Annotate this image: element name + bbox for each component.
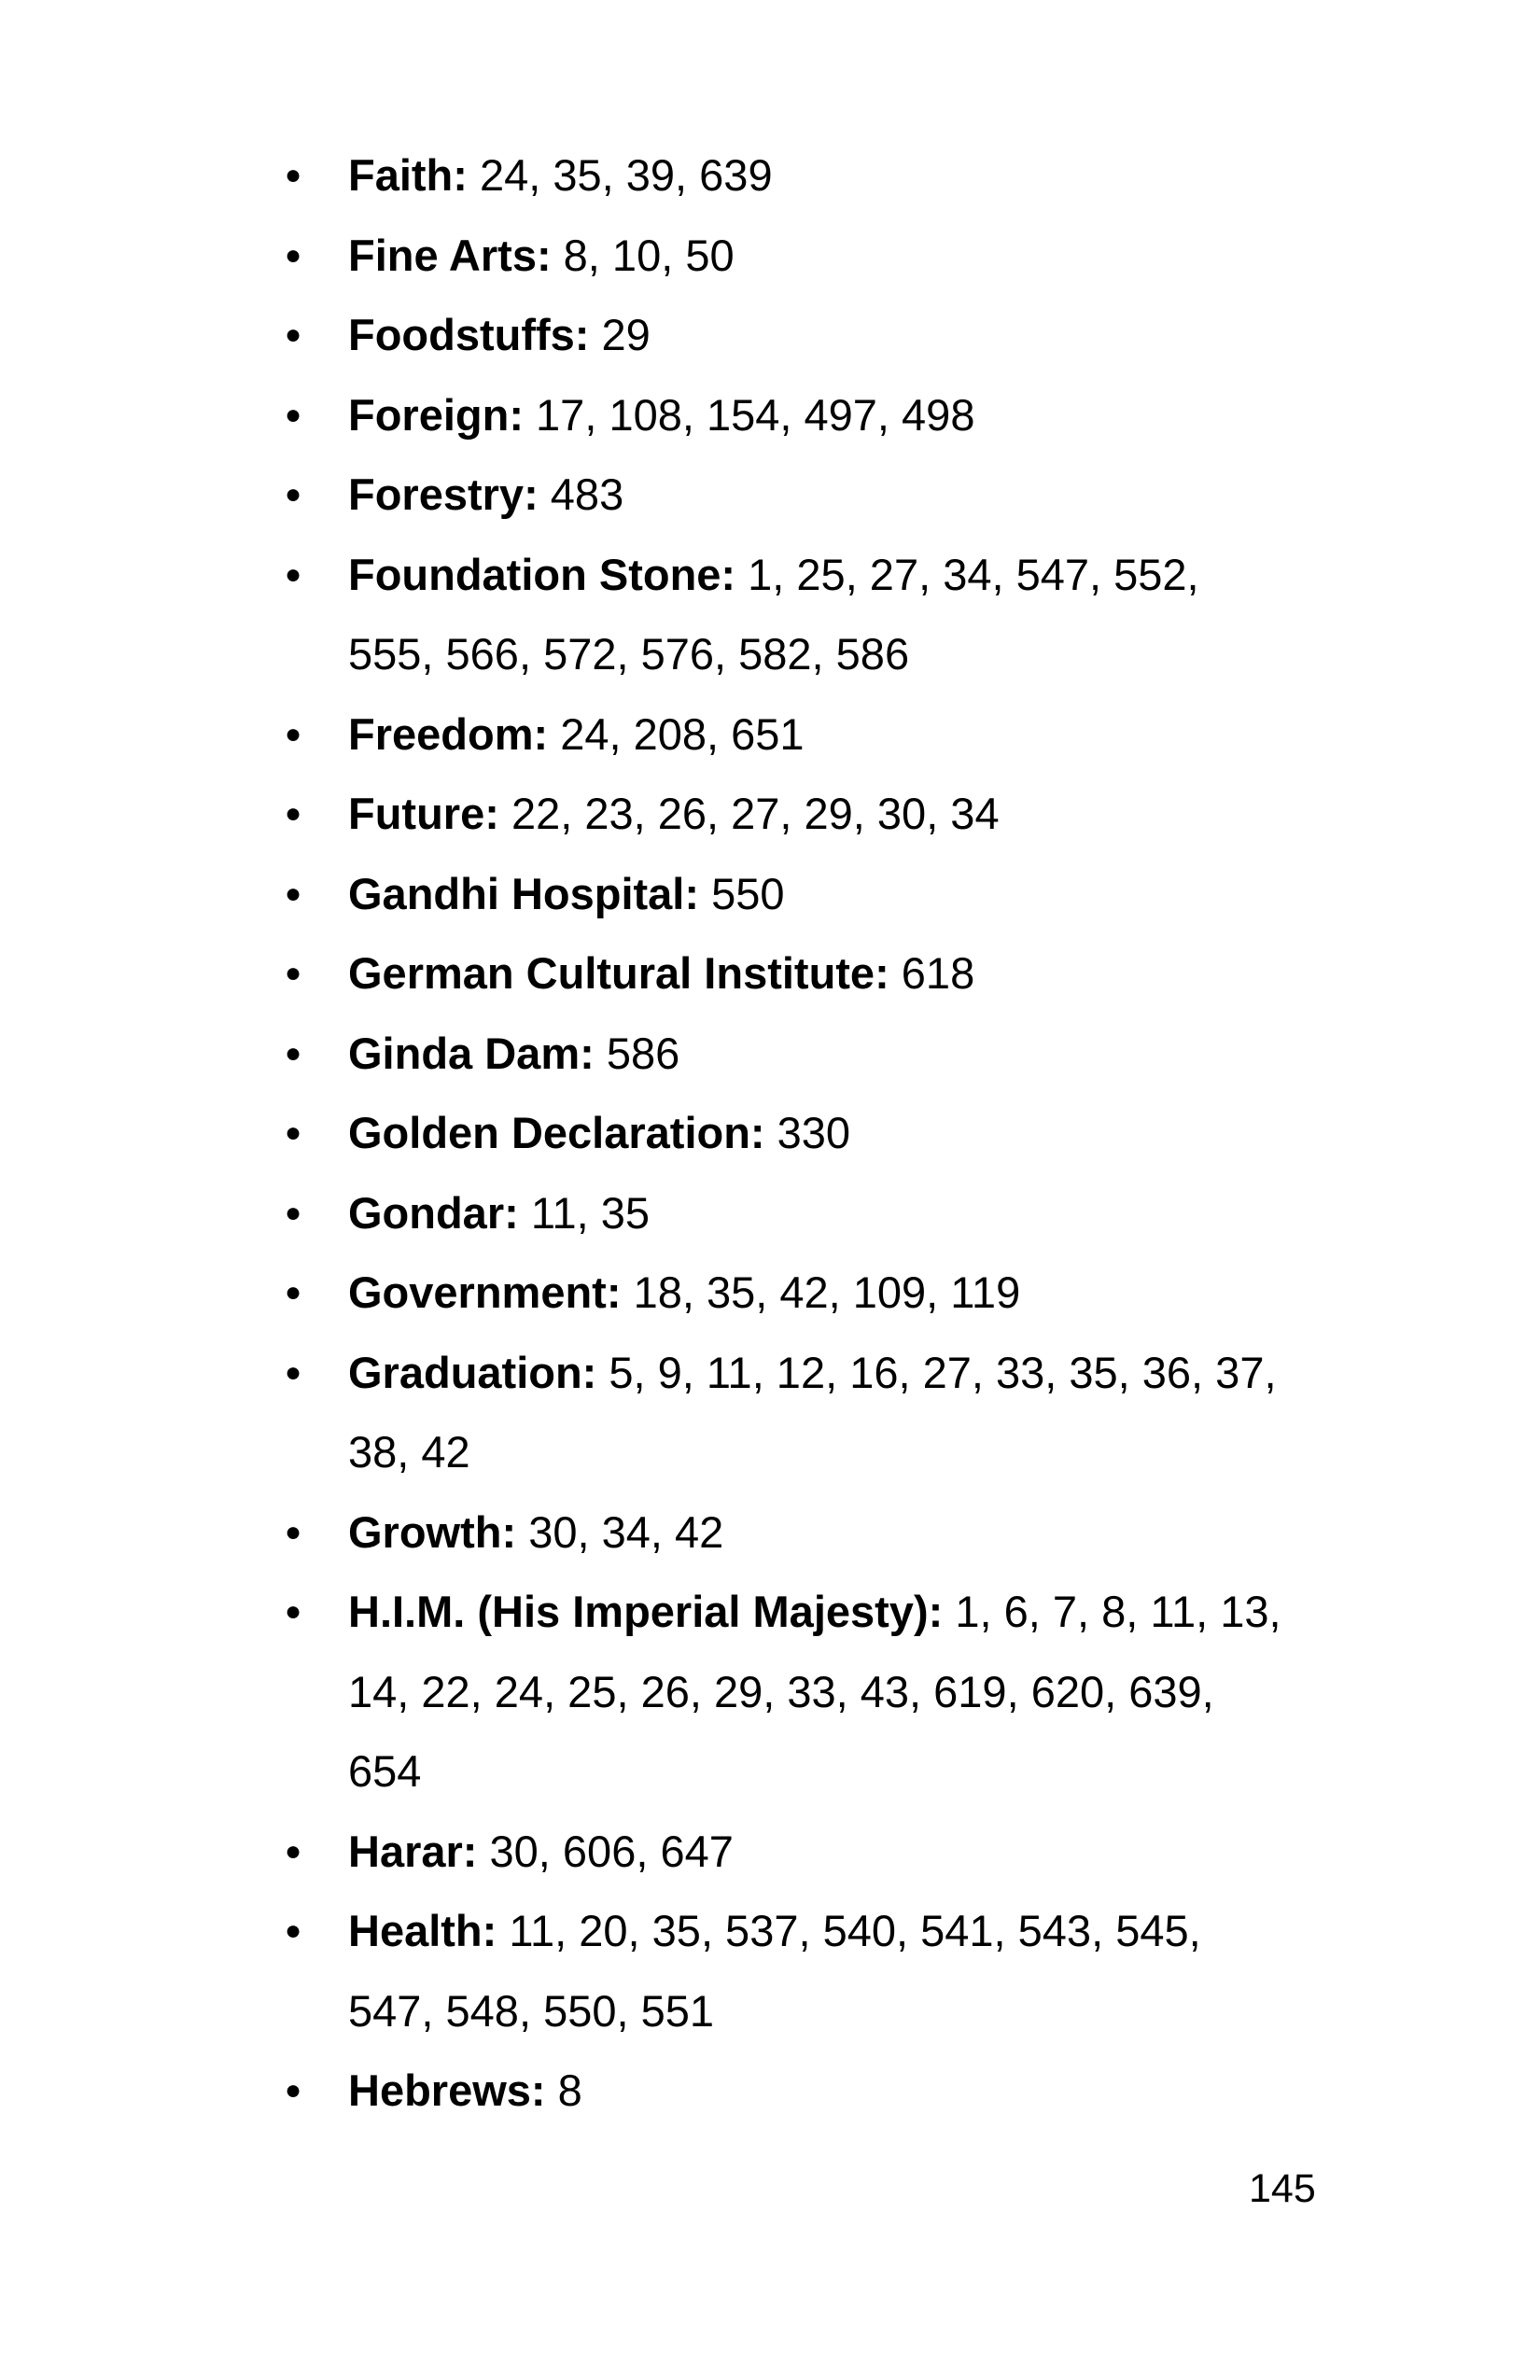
bullet-icon: ● [285,479,302,510]
bullet-icon: ● [285,798,302,829]
index-term: Graduation: [348,1347,597,1397]
bullet-icon: ● [285,958,302,988]
bullet-icon: ● [285,558,302,590]
index-term: H.I.M. (His Imperial Majesty): [348,1587,944,1636]
bullet-icon: ● [285,1037,302,1069]
bullet-icon: ● [285,1117,302,1148]
bullet-icon: ● [285,1835,302,1867]
index-pages: 18, 35, 42, 109, 119 [633,1267,1021,1317]
index-term: Fine Arts: [348,230,552,280]
index-term: Gondar: [348,1187,519,1238]
index-pages: 1, 25, 27, 34, 547, 552, 555, 566, 572, 576, 582, 586 [348,549,1199,679]
index-term: Foreign: [348,389,524,440]
index-term: Health: [348,1906,497,1955]
index-term: Faith: [348,150,468,200]
bullet-icon: ● [285,1356,302,1388]
index-entry [285,135,1293,216]
index-pages: 30, 606, 647 [489,1826,734,1876]
index-entry [285,216,1293,296]
index-term: Foodstuffs: [348,310,590,359]
index-entry [285,295,1293,375]
index-pages: 11, 35 [530,1187,651,1238]
index-entry [285,455,1293,535]
bullet-icon: ● [285,1197,302,1228]
bullet-icon: ● [285,399,302,430]
index-term: Ginda Dam: [348,1028,595,1078]
bullet-icon: ● [285,319,302,350]
index-pages: 8, 10, 50 [563,230,735,280]
bullet-icon: ● [285,2075,302,2106]
index-entry [285,2051,1293,2131]
index-pages: 550 [711,868,785,918]
index-pages: 330 [777,1108,851,1157]
index-entry [285,535,1293,694]
index-pages: 30, 34, 42 [528,1506,724,1557]
index-pages: 1, 6, 7, 8, 11, 13, 14, 22, 24, 25, 26, 29, 33, 43, 619, 620, 639, 654 [348,1587,1281,1796]
index-pages: 17, 108, 154, 497, 498 [536,389,975,440]
index-pages: 8 [557,2065,582,2115]
index-term: Forestry: [348,469,539,519]
index-pages: 22, 23, 26, 27, 29, 30, 34 [511,789,1000,838]
index-pages: 24, 35, 39, 639 [479,150,773,200]
index-pages: 586 [606,1028,680,1078]
index-entry [285,694,1293,775]
index-term: Future: [348,789,499,838]
index-pages: 24, 208, 651 [560,708,805,759]
index-entry [285,1253,1293,1333]
index-list [285,135,1293,2131]
index-entry [285,933,1293,1014]
bullet-icon: ● [285,239,302,271]
index-pages: 618 [901,948,975,998]
index-entry [285,1492,1293,1573]
index-term: Hebrews: [348,2065,546,2115]
index-term: German Cultural Institute: [348,948,889,998]
index-entry [285,1891,1293,2051]
index-entry [285,1812,1293,1892]
index-entry [285,1572,1293,1812]
index-term: Government: [348,1267,622,1317]
index-term: Harar: [348,1826,478,1876]
index-term: Growth: [348,1506,517,1557]
index-term: Freedom: [348,708,549,759]
index-entry [285,1014,1293,1094]
index-entry [285,774,1293,854]
index-entry [285,1173,1293,1253]
index-pages: 483 [550,469,624,519]
index-entry [285,1333,1293,1492]
page-number: 145 [1249,2166,1316,2211]
bullet-icon: ● [285,718,302,749]
index-entry [285,854,1293,934]
bullet-icon: ● [285,1516,302,1547]
index-term: Foundation Stone: [348,549,736,599]
index-pages: 11, 20, 35, 537, 540, 541, 543, 545, 547, 548, 550, 551 [348,1906,1201,2036]
index-entry [285,1093,1293,1173]
index-term: Golden Declaration: [348,1108,765,1157]
bullet-icon: ● [285,1915,302,1946]
bullet-icon: ● [285,160,302,190]
index-entry [285,375,1293,455]
bullet-icon: ● [285,1596,302,1627]
bullet-icon: ● [285,877,302,909]
index-pages: 29 [601,310,651,359]
bullet-icon: ● [285,1277,302,1308]
index-pages: 5, 9, 11, 12, 16, 27, 33, 35, 36, 37, 38, 42 [348,1347,1277,1477]
index-term: Gandhi Hospital: [348,868,699,918]
